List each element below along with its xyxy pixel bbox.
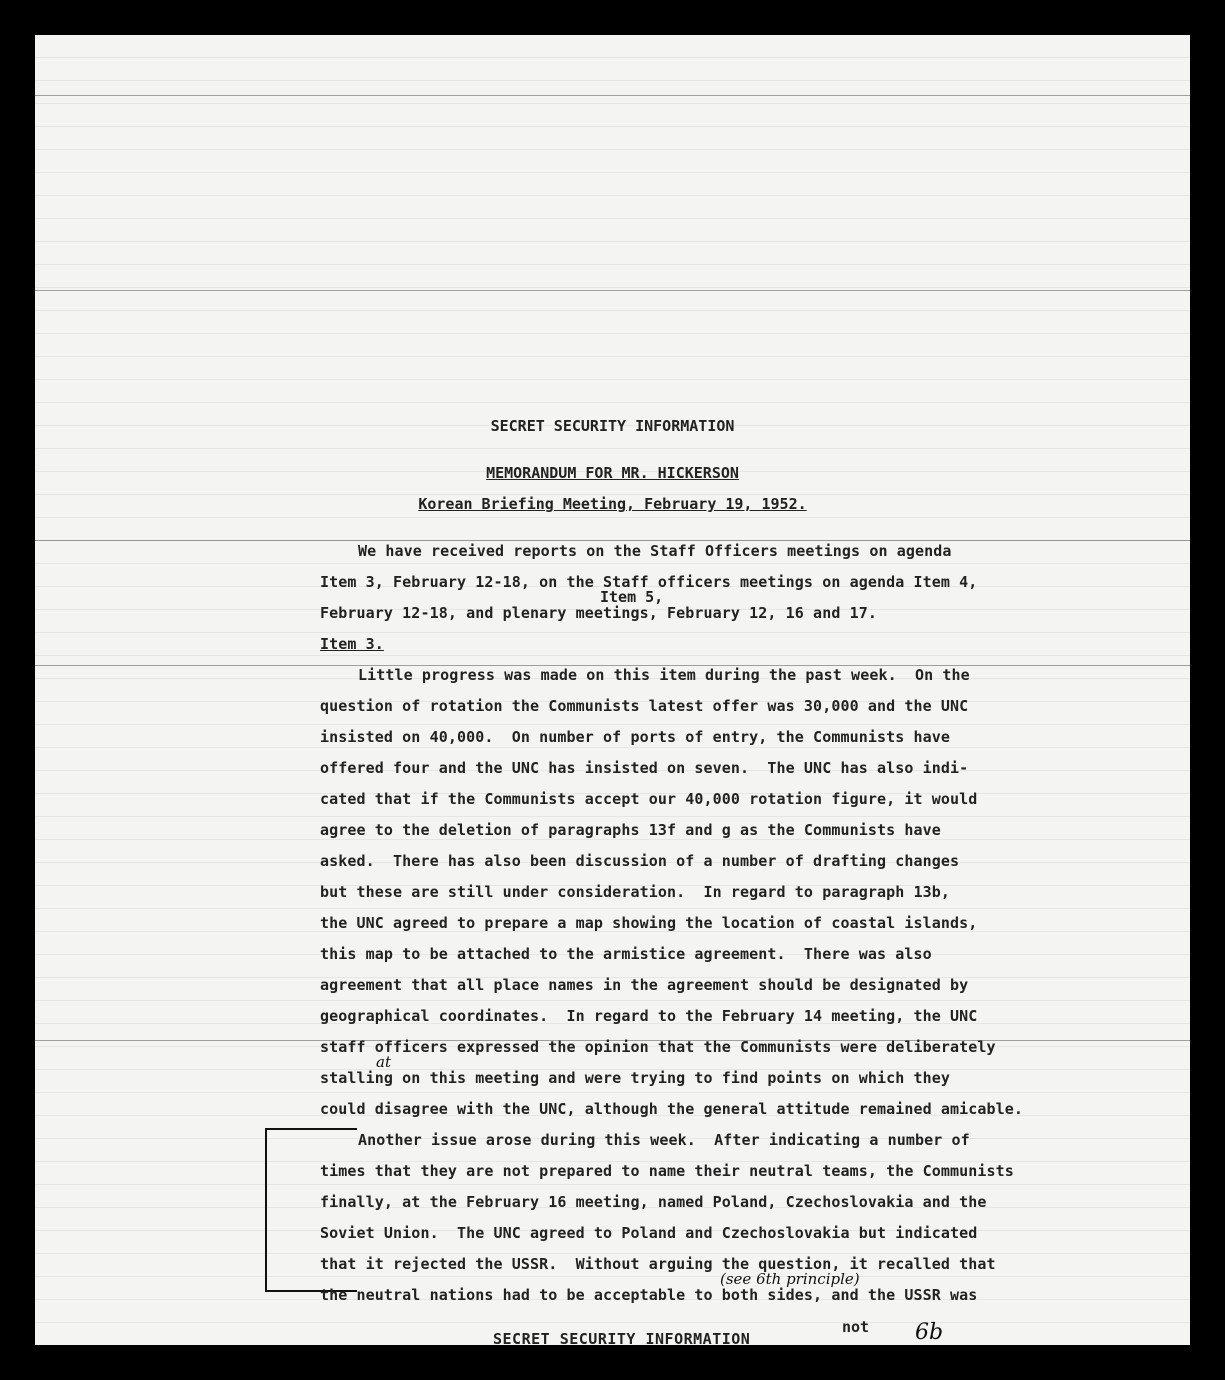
section-heading: Item 3. [320, 635, 384, 653]
body-line: but these are still under consideration. In regard to paragraph 13b, [320, 883, 951, 901]
intro-line: We have received reports on the Staff Officers meetings on agenda [358, 542, 952, 560]
body-line: times that they are not prepared to name their neutral teams, the Communists [320, 1162, 1014, 1180]
intro-line: Item 3, February 12-18, on the Staff officers meetings on agenda Item 4, [320, 573, 978, 591]
typed-insert: Item 5, [600, 588, 664, 606]
memo-title: MEMORANDUM FOR MR. HICKERSON [486, 464, 739, 482]
body-line: geographical coordinates. In regard to the February 14 meeting, the UNC [320, 1007, 978, 1025]
ruled-line [35, 540, 1190, 541]
body-line: asked. There has also been discussion of a number of drafting changes [320, 852, 960, 870]
body-line: stalling on this meeting and were trying to find points on which they [320, 1069, 951, 1087]
handwritten-margin-note: (see 6th principle) [720, 1270, 860, 1288]
body-line: finally, at the February 16 meeting, named Poland, Czechoslovakia and the [320, 1193, 987, 1211]
body-line: this map to be attached to the armistice agreement. There was also [320, 945, 932, 963]
body-line: Soviet Union. The UNC agreed to Poland and Czechoslovakia but indicated [320, 1224, 978, 1242]
body-line: Little progress was made on this item during the past week. On the [358, 666, 970, 684]
intro-line: February 12-18, and plenary meetings, February 12, 16 and 17. [320, 604, 877, 622]
body-line: the UNC agreed to prepare a map showing the location of coastal islands, [320, 914, 978, 932]
body-line: the neutral nations had to be acceptable to both sides, and the USSR was [320, 1286, 978, 1304]
memo-subject: Korean Briefing Meeting, February 19, 1952. [418, 495, 807, 513]
body-line: agreement that all place names in the agreement should be designated by [320, 976, 969, 994]
body-line: Another issue arose during this week. After indicating a number of [358, 1131, 970, 1149]
body-line: that it rejected the USSR. Without arguing the question, it recalled that [320, 1255, 996, 1273]
body-line: staff officers expressed the opinion that the Communists were deliberately [320, 1038, 996, 1056]
handwritten-page-mark: 6b [915, 1320, 944, 1345]
body-line: offered four and the UNC has insisted on seven. The UNC has also indi- [320, 759, 969, 777]
body-line: question of rotation the Communists latest offer was 30,000 and the UNC [320, 697, 969, 715]
ruled-line [35, 95, 1190, 96]
classification-footer: SECRET SECURITY INFORMATION [493, 1330, 751, 1348]
continuation-word: not [842, 1318, 870, 1336]
body-line: could disagree with the UNC, although the general attitude remained amicable. [320, 1100, 1024, 1118]
body-line: insisted on 40,000. On number of ports of entry, the Communists have [320, 728, 951, 746]
body-line: cated that if the Communists accept our 40,000 rotation figure, it would [320, 790, 978, 808]
handwritten-correction: at [376, 1053, 391, 1071]
classification-header: SECRET SECURITY INFORMATION [490, 417, 735, 435]
body-line: agree to the deletion of paragraphs 13f and g as the Communists have [320, 821, 941, 839]
ruled-line [35, 290, 1190, 291]
